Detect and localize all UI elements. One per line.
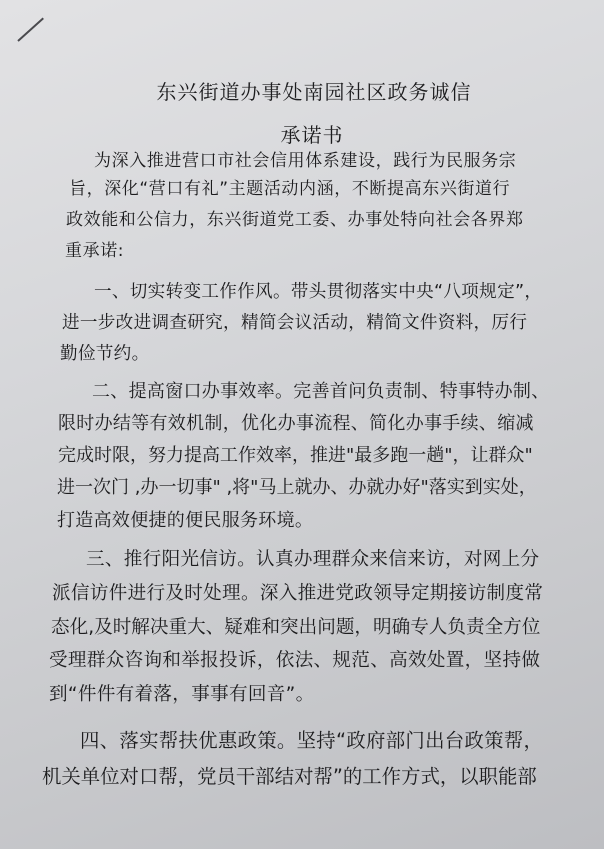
intro-line: 政效能和公信力，东兴街道党工委、办事处特向社会各界郑 — [66, 210, 524, 230]
section-2-line: 打造高效便捷的便民服务环境。 — [57, 510, 314, 531]
section-3-line: 到“件件有着落，事事有回音”。 — [49, 684, 315, 705]
intro-line: 旨，深化“营口有礼”主题活动内涵，不断提高东兴街道行 — [69, 179, 511, 199]
section-3-line: 态化,及时解决重大、疑难和突出问题，明确专人负责全方位 — [51, 617, 541, 638]
intro-line: 为深入推进营口市社会信用体系建设，践行为民服务宗 — [94, 151, 517, 171]
section-1-line: 进一步改进调查研究，精简会议活动，精简文件资料，厉行 — [62, 313, 528, 333]
section-2-line: 进一次门 ,办一切事" ,将"马上就办、办就办好"落实到实处， — [57, 477, 537, 498]
intro-line: 重承诺: — [65, 241, 125, 261]
section-1-line: 勤俭节约。 — [60, 344, 150, 364]
section-2-line: 完成时限，努力提高工作效率，推进"最多跑一趟"，让群众" — [58, 445, 533, 466]
section-3-line: 受理群众咨询和举报投诉，依法、规范、高效处置，坚持做 — [49, 650, 541, 671]
section-1-line: 一、切实转变工作作风。带头贯彻落实中央“八项规定”， — [94, 282, 543, 302]
section-2-line: 二、提高窗口办事效率。完善首问负责制、特事特办制、 — [92, 381, 550, 402]
section-4-line: 机关单位对口帮，党员干部结对帮”的工作方式，以职能部 — [42, 765, 537, 788]
document-title: 东兴街道办事处南园社区政务诚信 — [156, 80, 472, 104]
section-2-line: 限时办结等有效机制，优化办事流程、简化办事手续、缩减 — [58, 413, 534, 434]
pen-stroke-mark — [17, 18, 44, 42]
section-3-line: 派信访件进行及时处理。深入推进党政领导定期接访制度常 — [52, 583, 544, 604]
section-3-line: 三、推行阳光信访。认真办理群众来信来访，对网上分 — [86, 549, 540, 570]
section-4-line: 四、落实帮扶优惠政策。坚持“政府部门出台政策帮， — [80, 729, 544, 752]
document-subtitle: 承诺书 — [280, 123, 344, 147]
